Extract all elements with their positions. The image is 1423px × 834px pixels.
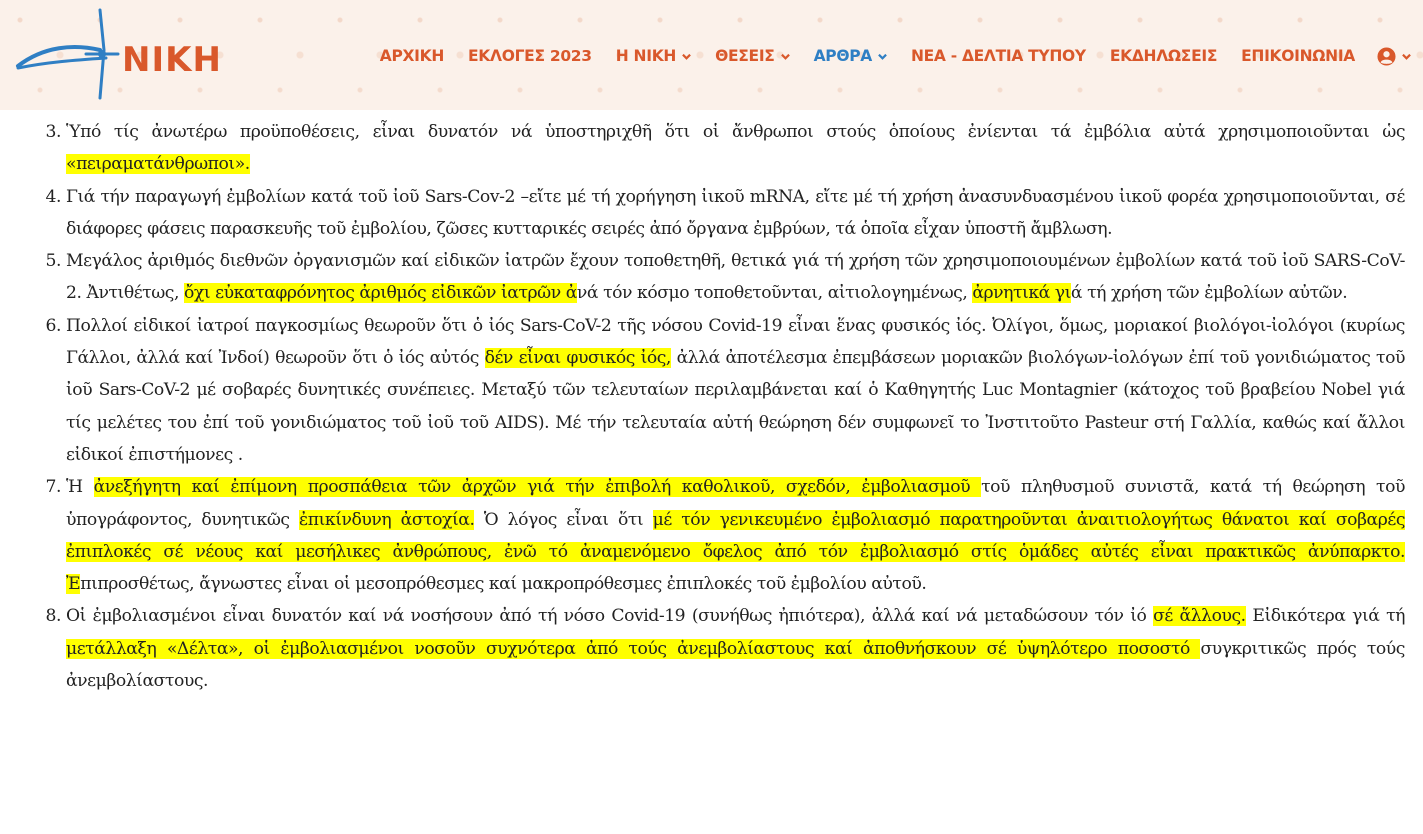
highlighted-text: ἀρνητικά γι bbox=[972, 283, 1071, 304]
list-item-6: 6. Πολλοί εἰδικοί ἰατροί παγκοσμίως θεωροῦν ὅτι ὁ ἰός Sars-CoV-2 τῆς νόσου Covid-19 εἶναι ἕνας φυσικός ἰός. Ὀλίγοι, ὅμως, μοριακοί βιολόγοι-ἰολόγοι (κυρίως Γάλλοι, ἀλλά καί Ἰνδοί) θεωροῦν ὅτι ὁ ἰός αὐτός δέν εἶναι φυσικός ἰός, ἀλλά ἀποτέλεσμα ἐπεμβάσεων μοριακῶν βιολόγων-ἰολόγων ἐπί τοῦ γονιδιώματος τοῦ ἰοῦ Sars-CoV-2 μέ σοβαρές δυνητικές συνέπειες. Μεταξύ τῶν τελευταίων περιλαμβάνεται καί ὁ Καθηγητής Luc Montagnier (κάτοχος τοῦ βραβείου Nobel γιά τίς μελέτες του ἐπί τοῦ γονιδιώματος τοῦ ἰοῦ τοῦ AIDS). Μέ τήν τελευταία αὐτή θεώρηση δέν συμφωνεῖ το Ἰνστιτοῦτο Pasteur στή Γαλλία, καθώς καί ἄλλοι εἰδικοί ἐπιστήμονες . bbox=[66, 310, 1405, 471]
list-item-4: 4. Γιά τήν παραγωγή ἐμβολίων κατά τοῦ ἰοῦ Sars-Cov-2 –εἴτε μέ τή χορήγηση ἰικοῦ mRNA, εἴτε μέ τή χρήση ἀνασυνδυασμένου ἰικοῦ φορέα χρησιμοποιοῦνται, σέ διάφορες φάσεις παρασκευῆς τοῦ ἐμβολίου, ζῶσες κυτταρικές σειρές ἀπό ὄργανα ἐμβρύων, τά ὁποῖα εἶχαν ὑποστῆ ἄμβλωση. bbox=[66, 181, 1405, 246]
nav-positions-label: ΘΕΣΕΙΣ bbox=[715, 47, 775, 65]
highlighted-text: «πειραματάνθρωποι». bbox=[66, 154, 250, 175]
nav-articles[interactable] bbox=[814, 47, 887, 65]
list-item-5: 5. Μεγάλος ἀριθμός διεθνῶν ὀργανισμῶν καί εἰδικῶν ἰατρῶν ἔχουν τοποθετηθῆ, θετικά γιά τή χρήση τῶν χρησιμοποιουμένων ἐμβολίων κατά τοῦ ἰοῦ SARS-CoV-2. Ἀντιθέτως, ὄχι εὐκαταφρόνητος ἀριθμός εἰδικῶν ἰατρῶν ἀνά τόν κόσμο τοποθετοῦνται, αἰτιολογημένως, ἀρνητικά γιά τή χρήση τῶν ἐμβολίων αὐτῶν. bbox=[66, 245, 1405, 310]
list-item-7: 7. Ἡ ἀνεξήγητη καί ἐπίμονη προσπάθεια τῶν ἀρχῶν γιά τήν ἐπιβολή καθολικοῦ, σχεδόν, ἐμβολιασμοῦ τοῦ πληθυσμοῦ συνιστᾶ, κατά τή θεώρηση τοῦ ὑπογράφοντος, δυνητικῶς ἐπικίνδυνη ἀστοχία. Ὁ λόγος εἶναι ὅτι μέ τόν γενικευμένο ἐμβολιασμό παρατηροῦνται ἀναιτιολογήτως θάνατοι καί σοβαρές ἐπιπλοκές σέ νέους καί μεσήλικες ἀνθρώπους, ἐνῶ τό ἀναμενόμενο ὄφελος ἀπό τόν ἐμβολιασμό στίς ὁμάδες αὐτές εἶναι πρακτικῶς ἀνύπαρκτο. Ἐπιπροσθέτως, ἄγνωστες εἶναι οἱ μεσοπρόθεσμες καί μακροπρόθεσμες ἐπιπλοκές τοῦ ἐμβολίου αὐτοῦ. bbox=[66, 471, 1405, 600]
highlighted-text: μετάλλαξη «Δέλτα», οἱ ἐμβολιασμένοι νοσοῦν συχνότερα ἀπό τούς ἀνεμβολίαστους καί bbox=[66, 638, 863, 659]
nav-articles-label: ΑΡΘΡΑ bbox=[813, 47, 872, 65]
main-nav bbox=[356, 44, 1411, 68]
chevron-down-icon bbox=[1402, 52, 1411, 61]
logo-mark-icon bbox=[14, 6, 124, 102]
nav-about[interactable] bbox=[616, 47, 691, 65]
nav-elections-2023[interactable] bbox=[468, 47, 592, 65]
nav-news-press[interactable] bbox=[911, 47, 1086, 65]
nav-events-label: ΕΚΔΗΛΩΣΕΙΣ bbox=[1109, 47, 1218, 65]
nav-positions[interactable] bbox=[715, 47, 790, 65]
list-item-8: 8. Οἱ ἐμβολιασμένοι εἶναι δυνατόν καί νά νοσήσουν ἀπό τή νόσο Covid-19 (συνήθως ἠπιότερα), ἀλλά καί νά μεταδώσουν τόν ἰό σέ ἄλλους. Εἰδικότερα γιά τή μετάλλαξη «Δέλτα», οἱ ἐμβολιασμένοι νοσοῦν συχνότερα ἀπό τούς ἀνεμβολίαστους καί ἀποθνήσκουν σέ ὑψηλότερο ποσοστό συγκριτικῶς πρός τούς ἀνεμβολίαστους. bbox=[66, 600, 1405, 697]
user-circle-icon bbox=[1377, 47, 1396, 66]
article-points-list bbox=[0, 116, 1423, 697]
logo-text: NIKH bbox=[122, 40, 222, 80]
nav-news-label: ΝΕΑ - ΔΕΛΤΙΑ ΤΥΠΟΥ bbox=[910, 47, 1086, 65]
nav-contact[interactable] bbox=[1241, 47, 1355, 65]
nav-home-label: ΑΡΧΙΚΗ bbox=[379, 47, 445, 65]
nav-events[interactable] bbox=[1110, 47, 1217, 65]
nav-contact-label: ΕΠΙΚΟΙΝΩΝΙΑ bbox=[1241, 47, 1355, 65]
highlighted-text: σέ ἄλλους. bbox=[1153, 606, 1246, 627]
chevron-down-icon bbox=[878, 52, 887, 61]
nav-about-label: Η ΝΙΚΗ bbox=[615, 47, 677, 65]
highlighted-text: δέν εἶναι φυσικός ἰός, bbox=[484, 348, 671, 369]
article-content bbox=[0, 116, 1423, 697]
highlighted-text: ἀποθνήσκουν σέ ὑψηλότερο ποσοστό bbox=[862, 638, 1201, 659]
nav-elections-label: ΕΚΛΟΓΕΣ 2023 bbox=[468, 47, 592, 65]
list-item-3: 3. Ὑπό τίς ἀνωτέρω προϋποθέσεις, εἶναι δυνατόν νά ὑποστηριχθῆ ὅτι οἱ ἄνθρωποι στούς ὁποίους ἐνίενται τά ἐμβόλια αὐτά χρησιμοποιοῦνται ὡς «πειραματάνθρωποι». bbox=[66, 116, 1405, 181]
user-menu[interactable] bbox=[1377, 47, 1411, 66]
chevron-down-icon bbox=[781, 52, 790, 61]
nav-home[interactable] bbox=[380, 47, 444, 65]
highlighted-text: ἀνεξήγητη καί ἐπίμονη προσπάθεια τῶν ἀρχῶν γιά τήν ἐπιβολή καθολικοῦ, σχεδόν, ἐμβολιασμοῦ bbox=[93, 477, 982, 498]
site-logo[interactable] bbox=[14, 6, 224, 102]
site-header bbox=[0, 0, 1423, 110]
highlighted-text: μέ τόν γενικευμένο ἐμβολιασμό παρατηροῦνται ἀναιτιολογήτως θάνατοι καί σοβαρές ἐπιπλοκές σέ νέους καί μεσήλικες ἀνθρώπους, ἐνῶ τό ἀναμενόμενο ὄφελος ἀπό τόν ἐμβολιασμό στίς ὁμάδες αὐτές εἶναι πρακτικῶς ἀνύπαρκτο. Ἐ bbox=[66, 509, 1405, 595]
highlighted-text: ἐπικίνδυνη ἀστοχία. bbox=[299, 509, 475, 530]
highlighted-text: ὄχι εὐκαταφρόνητος ἀριθμός εἰδικῶν ἰατρῶν ἀ bbox=[184, 283, 577, 304]
chevron-down-icon bbox=[682, 52, 691, 61]
